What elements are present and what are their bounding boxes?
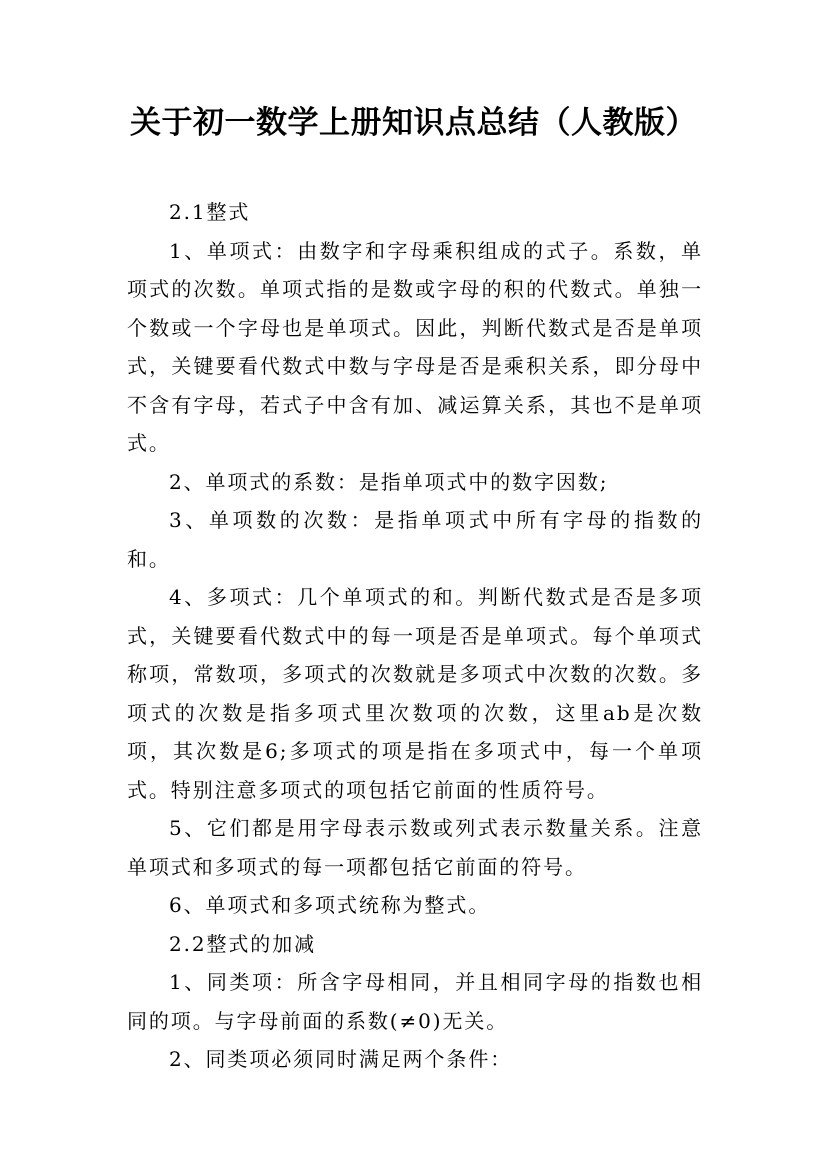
- paragraph-like-terms: 1、同类项：所含字母相同，并且相同字母的指数也相同的项。与字母前面的系数(≠0)无关。: [127, 970, 703, 1033]
- section-heading-2-1: 2.1整式: [169, 200, 251, 224]
- document-title: 关于初一数学上册知识点总结（人教版）: [130, 105, 697, 141]
- paragraph-polynomial: 4、多项式：几个单项式的和。判断代数式是否是多项式，关键要看代数式中的每一项是否是单项式。每个单项式称项，常数项，多项式的次数就是多项式中次数的次数。多项式的次数是指多项式里次数项的次数，这里ab是次数项，其次数是6;多项式的项是指在多项式中，每一个单项式。特别注意多项式的项包括它前面的性质符号。: [127, 585, 703, 802]
- paragraph-monomial-degree: 3、单项数的次数：是指单项式中所有字母的指数的和。: [127, 508, 703, 571]
- paragraph-monomial: 1、单项式：由数字和字母乘积组成的式子。系数，单项式的次数。单项式指的是数或字母的积的代数式。单独一个数或一个字母也是单项式。因此，判断代数式是否是单项式，关键要看代数式中数与字母是否是乘积关系，即分母中不含有字母，若式子中含有加、减运算关系，其也不是单项式。: [127, 238, 703, 455]
- paragraph-monomial-coefficient: 2、单项式的系数：是指单项式中的数字因数;: [169, 469, 609, 494]
- paragraph-letters-represent-numbers: 5、它们都是用字母表示数或列式表示数量关系。注意单项式和多项式的每一项都包括它前面的符号。: [127, 816, 703, 879]
- paragraph-like-terms-conditions: 2、同类项必须同时满足两个条件：: [169, 1047, 513, 1071]
- document-body: [127, 193, 703, 1079]
- paragraph-integral-expression: 6、单项式和多项式统称为整式。: [169, 893, 491, 917]
- section-heading-2-2: 2.2整式的加减: [169, 931, 317, 956]
